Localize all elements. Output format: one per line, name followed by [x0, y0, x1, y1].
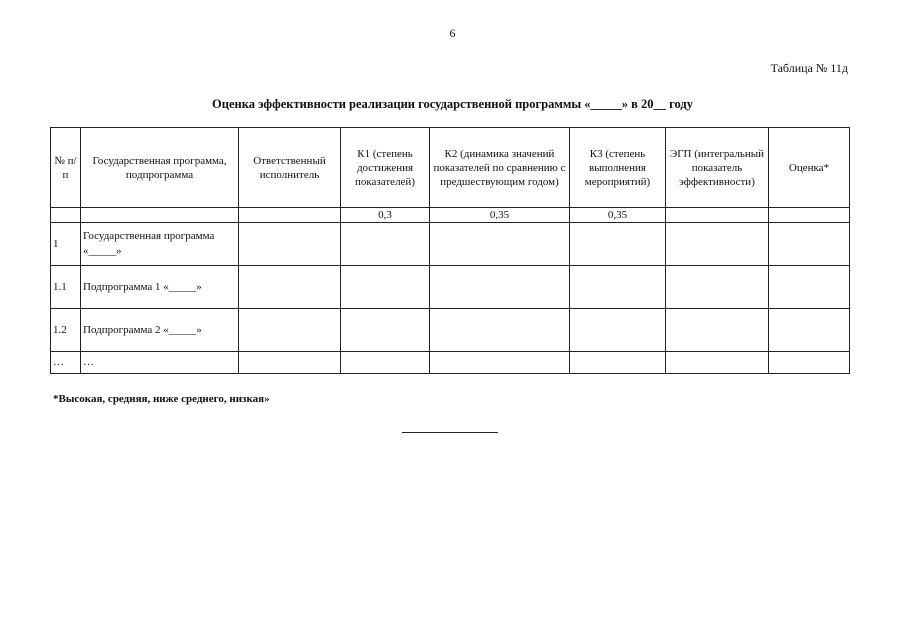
- row-program: Государственная программа «_____»: [81, 223, 239, 266]
- weight-cell: [666, 208, 769, 223]
- header-k3: К3 (степень выполнения мероприятий): [570, 128, 666, 208]
- header-row: [51, 128, 850, 208]
- row-cell: [769, 266, 850, 309]
- row-number: 1.2: [51, 309, 81, 352]
- end-rule: [402, 432, 498, 433]
- document-title: Оценка эффективности реализации государственной программы «_____» в 20__ году: [212, 97, 693, 111]
- row-cell: [570, 352, 666, 374]
- row-program: Подпрограмма 2 «_____»: [81, 309, 239, 352]
- row-program: Подпрограмма 1 «_____»: [81, 266, 239, 309]
- row-cell: [666, 266, 769, 309]
- row-cell: [430, 309, 570, 352]
- row-cell: [341, 223, 430, 266]
- page-number: 6: [449, 26, 456, 40]
- weights-row: [51, 208, 850, 223]
- header-number: № п/п: [51, 128, 81, 208]
- row-cell: [666, 352, 769, 374]
- header-executor: Ответственный исполнитель: [239, 128, 341, 208]
- row-cell: [570, 223, 666, 266]
- row-cell: [666, 223, 769, 266]
- weight-cell: [51, 208, 81, 223]
- row-cell: [769, 309, 850, 352]
- header-k2: К2 (динамика значений показателей по сравнению с предшествующим годом): [430, 128, 570, 208]
- table-row: [51, 266, 850, 309]
- row-cell: [666, 309, 769, 352]
- footnote: *Высокая, средняя, ниже среднего, низкая»: [53, 393, 270, 405]
- table-label: Таблица № 11д: [770, 61, 848, 75]
- header-program: Государственная программа, подпрограмма: [81, 128, 239, 208]
- weight-cell: [769, 208, 850, 223]
- efficiency-table: [50, 127, 850, 374]
- row-cell: [769, 352, 850, 374]
- weight-cell: [239, 208, 341, 223]
- header-rating: Оценка*: [769, 128, 850, 208]
- row-cell: [430, 266, 570, 309]
- header-egp: ЭГП (интегральный показатель эффективности): [666, 128, 769, 208]
- row-cell: [239, 266, 341, 309]
- row-cell: [341, 266, 430, 309]
- row-cell: [239, 309, 341, 352]
- weight-k1: 0,3: [341, 208, 430, 223]
- weight-k2: 0,35: [430, 208, 570, 223]
- row-cell: [341, 352, 430, 374]
- table-row: [51, 223, 850, 266]
- row-cell: [430, 223, 570, 266]
- row-cell: [570, 309, 666, 352]
- table-row: [51, 352, 850, 374]
- row-program: …: [81, 352, 239, 374]
- table-row: [51, 309, 850, 352]
- row-number: 1.1: [51, 266, 81, 309]
- weight-cell: [81, 208, 239, 223]
- row-cell: [239, 223, 341, 266]
- weight-k3: 0,35: [570, 208, 666, 223]
- header-k1: К1 (степень достижения показателей): [341, 128, 430, 208]
- row-cell: [341, 309, 430, 352]
- row-cell: [769, 223, 850, 266]
- row-cell: [239, 352, 341, 374]
- row-number: …: [51, 352, 81, 374]
- row-number: 1: [51, 223, 81, 266]
- row-cell: [430, 352, 570, 374]
- row-cell: [570, 266, 666, 309]
